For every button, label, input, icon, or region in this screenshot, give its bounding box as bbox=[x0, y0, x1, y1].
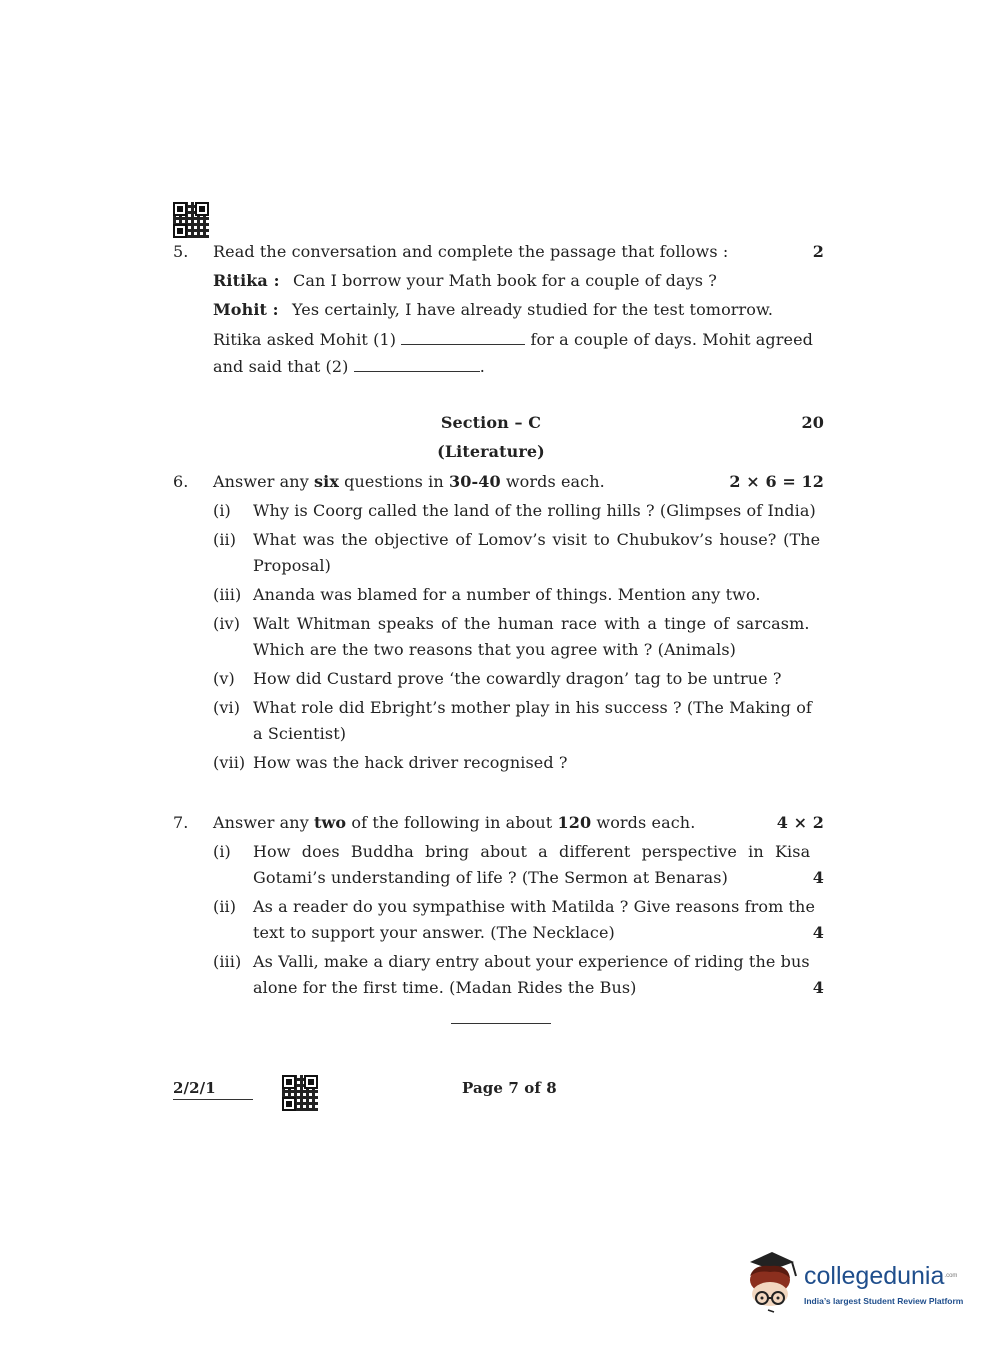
q5-instruction: Read the conversation and complete the passage that follows : bbox=[213, 242, 729, 261]
q6-pre: Answer any bbox=[213, 472, 315, 491]
q7-item-text-cont: alone for the first time. (Madan Rides the Bus) bbox=[253, 978, 637, 997]
brand-suffix: .com bbox=[944, 1273, 958, 1279]
q6-item-text: What was the objective of Lomov’s visit to Chubukov’s house? (The bbox=[253, 530, 821, 549]
q7-pre: Answer any bbox=[213, 813, 315, 832]
q7-item-text: How does Buddha bring about a different perspective in Kisa bbox=[253, 842, 811, 861]
q6-item-text-cont: Proposal) bbox=[253, 556, 331, 575]
section-title: Section – C bbox=[440, 413, 542, 432]
q7-item-text-cont: text to support your answer. (The Necklace) bbox=[253, 923, 615, 942]
q7-item-text: As Valli, make a diary entry about your experience of riding the bus bbox=[253, 952, 810, 971]
passage-line-1 bbox=[213, 329, 813, 350]
q6-item-number: (vii) bbox=[213, 753, 246, 772]
q6-item-text-cont: Which are the two reasons that you agree with ? (Animals) bbox=[253, 640, 736, 659]
speaker-mohit: Mohit : bbox=[213, 300, 279, 319]
q7-item-text: As a reader do you sympathise with Matilda ? Give reasons from the bbox=[253, 897, 816, 916]
q6-item-number: (i) bbox=[213, 501, 231, 520]
qr-code-footer bbox=[282, 1075, 318, 1111]
q7-number: 7. bbox=[173, 813, 189, 832]
q7-item-marks: 4 bbox=[812, 868, 824, 887]
paper-code-underline bbox=[173, 1099, 253, 1100]
section-subtitle: (Literature) bbox=[437, 442, 545, 461]
brand-text: collegedunia bbox=[804, 1262, 945, 1290]
passage-line-2 bbox=[213, 356, 485, 377]
q6-item-text-cont: a Scientist) bbox=[253, 724, 347, 743]
q7-bold-words: 120 bbox=[557, 813, 592, 832]
ritika-line: Can I borrow your Math book for a couple of days ? bbox=[293, 271, 717, 290]
q7-marks: 4 × 2 bbox=[776, 813, 824, 832]
q6-post: words each. bbox=[500, 472, 605, 491]
q7-post: words each. bbox=[591, 813, 696, 832]
q7-item-marks: 4 bbox=[812, 978, 824, 997]
qr-code-top bbox=[173, 202, 209, 238]
q7-item-number: (ii) bbox=[213, 897, 237, 916]
collegedunia-logo bbox=[742, 1248, 972, 1318]
q7-instruction bbox=[213, 813, 695, 833]
q6-instruction bbox=[213, 472, 605, 492]
q6-bold-words: 30-40 bbox=[449, 472, 501, 491]
q7-bold-two: two bbox=[314, 813, 347, 832]
q6-marks: 2 × 6 = 12 bbox=[729, 472, 824, 491]
q6-mid: questions in bbox=[338, 472, 449, 491]
q5-number: 5. bbox=[173, 242, 189, 261]
q6-item-text: Why is Coorg called the land of the rolling hills ? (Glimpses of India) bbox=[253, 501, 816, 520]
page-number: Page 7 of 8 bbox=[462, 1079, 557, 1097]
paper-code: 2/2/1 bbox=[173, 1079, 216, 1097]
q6-item-number: (v) bbox=[213, 669, 235, 688]
q7-item-marks: 4 bbox=[812, 923, 824, 942]
q6-item-text: What role did Ebright’s mother play in his success ? (The Making of bbox=[253, 698, 812, 717]
q5-marks: 2 bbox=[812, 242, 824, 261]
q6-item-number: (ii) bbox=[213, 530, 237, 549]
passage-part-c: and said that (2) bbox=[213, 357, 349, 376]
q6-item-number: (iii) bbox=[213, 585, 242, 604]
passage-end: . bbox=[479, 357, 485, 376]
q6-item-text: How did Custard prove ‘the cowardly dragon’ tag to be untrue ? bbox=[253, 669, 782, 688]
q6-item-text: Walt Whitman speaks of the human race with a tinge of sarcasm. bbox=[253, 614, 810, 633]
q7-item-number: (iii) bbox=[213, 952, 242, 971]
passage-part-a: Ritika asked Mohit (1) bbox=[213, 330, 397, 349]
q7-mid: of the following in about bbox=[346, 813, 558, 832]
q6-number: 6. bbox=[173, 472, 189, 491]
section-marks: 20 bbox=[801, 413, 824, 432]
q6-bold-six: six bbox=[314, 472, 339, 491]
q7-item-number: (i) bbox=[213, 842, 231, 861]
brand-name bbox=[804, 1262, 957, 1290]
q6-item-text: How was the hack driver recognised ? bbox=[253, 753, 568, 772]
mascot-icon bbox=[742, 1248, 802, 1314]
q6-item-text: Ananda was blamed for a number of things. Mention any two. bbox=[253, 585, 761, 604]
blank-1[interactable] bbox=[401, 329, 525, 345]
end-divider bbox=[451, 1023, 551, 1024]
mohit-line: Yes certainly, I have already studied for the test tomorrow. bbox=[292, 300, 774, 319]
brand-tagline: India’s largest Student Review Platform bbox=[804, 1296, 964, 1306]
speaker-ritika: Ritika : bbox=[213, 271, 280, 290]
passage-part-b: for a couple of days. Mohit agreed bbox=[530, 330, 814, 349]
q6-item-number: (vi) bbox=[213, 698, 241, 717]
blank-2[interactable] bbox=[354, 356, 480, 372]
q6-item-number: (iv) bbox=[213, 614, 241, 633]
q7-item-text-cont: Gotami’s understanding of life ? (The Sermon at Benaras) bbox=[253, 868, 728, 887]
